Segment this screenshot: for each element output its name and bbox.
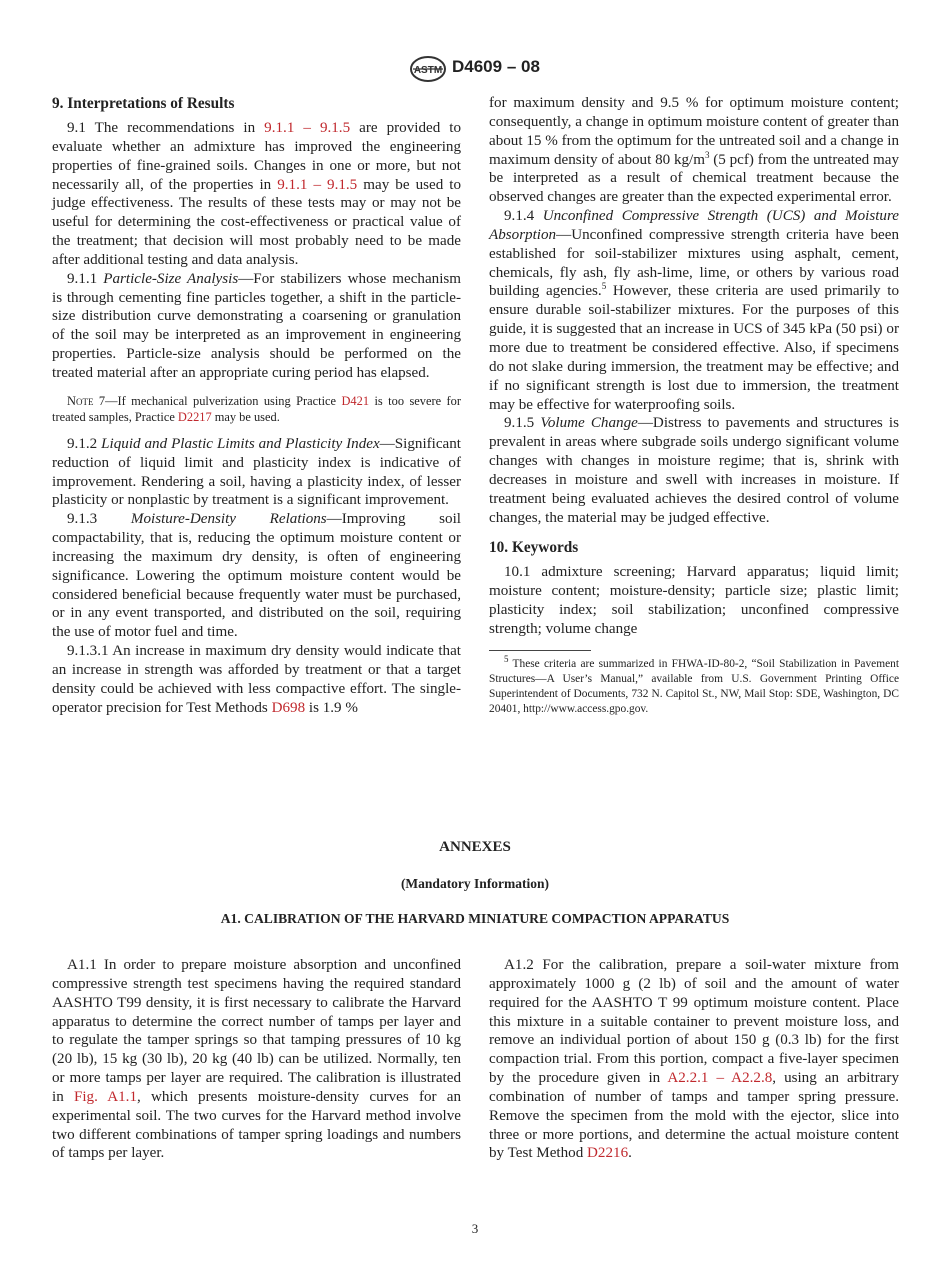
section-10-heading: 10. Keywords: [489, 539, 579, 557]
footnote-5-ref: 5: [601, 281, 607, 292]
note-7: Note 7—If mechanical pulverization using Practice D421 is too severe for treated samples, Practice D2217 may be used.: [52, 393, 461, 425]
annex-left-column: [52, 956, 461, 1163]
right-column: [489, 94, 899, 716]
document-number: D4609 – 08: [452, 57, 540, 76]
annexes-subtitle: (Mandatory Information): [400, 876, 550, 891]
annex-a1-title: A1. CALIBRATION OF THE HARVARD MINIATURE COMPACTION APPARATUS: [220, 911, 730, 926]
paragraph-9-1-3-1: 9.1.3.1 An increase in maximum dry density would indicate that an increase in strength was afforded by treatment or that a target density could be achieved with less compactive effort. The single-operator precision for Test Methods D698 is 1.9 %: [52, 643, 461, 716]
annex-right-column: [489, 956, 899, 1163]
svg-text:ASTM: ASTM: [413, 65, 443, 76]
paragraph-9-1-5: 9.1.5 Volume Change—Distress to pavements and structures is prevalent in areas where subgrade soils undergo significant volume changes with changes in moisture regime; that is, shrink with decreases in moisture and swell with increases in moisture. If treatment being evaluated achieves the desired control of volume changes, the material may be judged effective.: [489, 415, 899, 526]
footnote-5: $^5$ These criteria are summarized in FHWA-ID-80-2, “Soil Stabilization in Pavement Structures—A User’s Manual,” available from U.S. Government Printing Office Superintendent of Documents, 732 N. Capitol St., NW, Mail Stop: SDE, Washington, DC 20401, http://www.access.gpo.gov.: [489, 653, 899, 715]
link-d698[interactable]: D698: [271, 699, 306, 716]
paragraph-9-1-4: 9.1.4 Unconfined Compressive Strength (UCS) and Moisture Absorption—Unconfined compressive strength criteria have been established for soil-stabilizer mixtures using asphalt, cement, chemicals, fly ash, fly ash-lime, lime, or others by various road building agencies.$^5$ However, these criteria are used primarily to ensure durable soil-stabilizer mixtures. For the purposes of this guide, it is suggested that an increase in UCS of 345 kPa (50 psi) or more due to treatment be considered effective. Also, if specimens do not slake during immersion, the treatment may be effective; and if no significant strength is lost due to immersion, the treatment may be effective for waterproofing soils.: [489, 208, 899, 413]
astm-logo-icon: [409, 56, 447, 82]
page-header: [0, 56, 950, 82]
paragraph-a1-2: A1.2 For the calibration, prepare a soil-water mixture from approximately 1000 g (2 lb) of soil and the amount of water required for the AASHTO T 99 optimum moisture content. Place this mixture in a suitable container to prevent moisture loss, and remove an individual portion of about 150 g (0.3 lb) for the first compaction trial. From this portion, compact a five-layer specimen by the procedure given in A2.2.1 – A2.2.8, using an arbitrary combination of number of tamps and tamper spring pressure. Remove the specimen from the mold with the ejector, slice into three or more portions, and determine the actual moisture content by Test Method D2216.: [489, 957, 899, 1162]
footnote-divider: [489, 650, 591, 651]
paragraph-9-1: 9.1 The recommendations in 9.1.1 – 9.1.5 are provided to evaluate whether an admixture has improved the engineering properties of fine-grained soils. Changes in one or more, but not necessarily all, of the properties in 9.1.1 – 9.1.5 may be used to judge effectiveness. The results of these tests may or may not be useful for determining the cost-effectiveness or practical value of the treatment; that decision will most probably need to be made after additional testing and data analysis.: [52, 120, 462, 268]
section-9-heading: 9. Interpretations of Results: [52, 95, 235, 112]
paragraph-10-1: 10.1 admixture screening; Harvard apparatus; liquid limit; moisture content; moisture-density; particle size; plastic limit; plasticity index; soil stabilization; unconfined compressive strength; volume change: [489, 564, 899, 637]
paragraph-9-1-2: 9.1.2 Liquid and Plastic Limits and Plasticity Index—Significant reduction of liquid limit and plasticity index is indicative of improvement. Rendering a soil, having a plasticity index, of lesser plasticity or nonplastic by treatment is a significant improvement.: [52, 435, 461, 509]
annexes-title: ANNEXES: [439, 839, 511, 855]
link-fig-a1-1[interactable]: Fig. A1.1: [73, 1088, 137, 1105]
link-d421[interactable]: D421: [341, 393, 370, 408]
link-d2216[interactable]: D2216: [587, 1145, 629, 1162]
page-number: 3: [471, 1221, 479, 1236]
link-9-1-1-range[interactable]: 9.1.1 – 9.1.5: [264, 120, 351, 136]
left-column: [52, 94, 461, 717]
paragraph-9-1-3-1-continued: for maximum density and 9.5 % for optimum moisture content; consequently, a change in optimum moisture content of greater than about 15 % from the optimum for the untreated soil and a change in maximum density of about 80 $kg/m^3$ (5 pcf) from the untreated may be interpreted as a result of chemical treatment because the observed changes are greater than the expected experimental error.: [489, 95, 900, 206]
link-a2-2-1-range[interactable]: A2.2.1 – A2.2.8: [667, 1070, 773, 1087]
paragraph-9-1-1: 9.1.1 Particle-Size Analysis—For stabilizers whose mechanism is through cementing fine particles together, a shift in the particle-size distribution curve demonstrating a coarsening or granulation of the soil may be interpreted as an improvement in engineering properties. Particle-size analysis should be performed on the treated material after an appropriate curing period has elapsed.: [52, 270, 462, 381]
link-d2217[interactable]: D2217: [177, 410, 212, 425]
paragraph-a1-1: A1.1 In order to prepare moisture absorption and unconfined compressive strength test specimens having the required standard AASHTO T99 density, it is first necessary to calibrate the Harvard apparatus to determine the correct number of tamps per layer and to regulate the tamper springs so that tamping pressures of 10 kg (20 lb), 15 kg (30 lb), 20 kg (40 lb) can be utilized. Normally, ten or more tamps per layer are required. The calibration is illustrated in Fig. A1.1, which presents moisture-density curves for an experimental soil. The two curves for the Harvard method involve two different combinations of tamper spring loadings and numbers of tamps per layer.: [52, 957, 462, 1162]
link-9-1-1-range-2[interactable]: 9.1.1 – 9.1.5: [277, 176, 358, 193]
paragraph-9-1-3: 9.1.3 Moisture-Density Relations—Improving soil compactability, that is, reducing the optimum moisture content or increasing the maximum dry density, is often of engineering significance. Lowering the optimum moisture content would be considered beneficial because frequently water must be purchased, or in any event transported, and distributed on the soil, requiring the use of motor fuel and time.: [52, 511, 461, 641]
